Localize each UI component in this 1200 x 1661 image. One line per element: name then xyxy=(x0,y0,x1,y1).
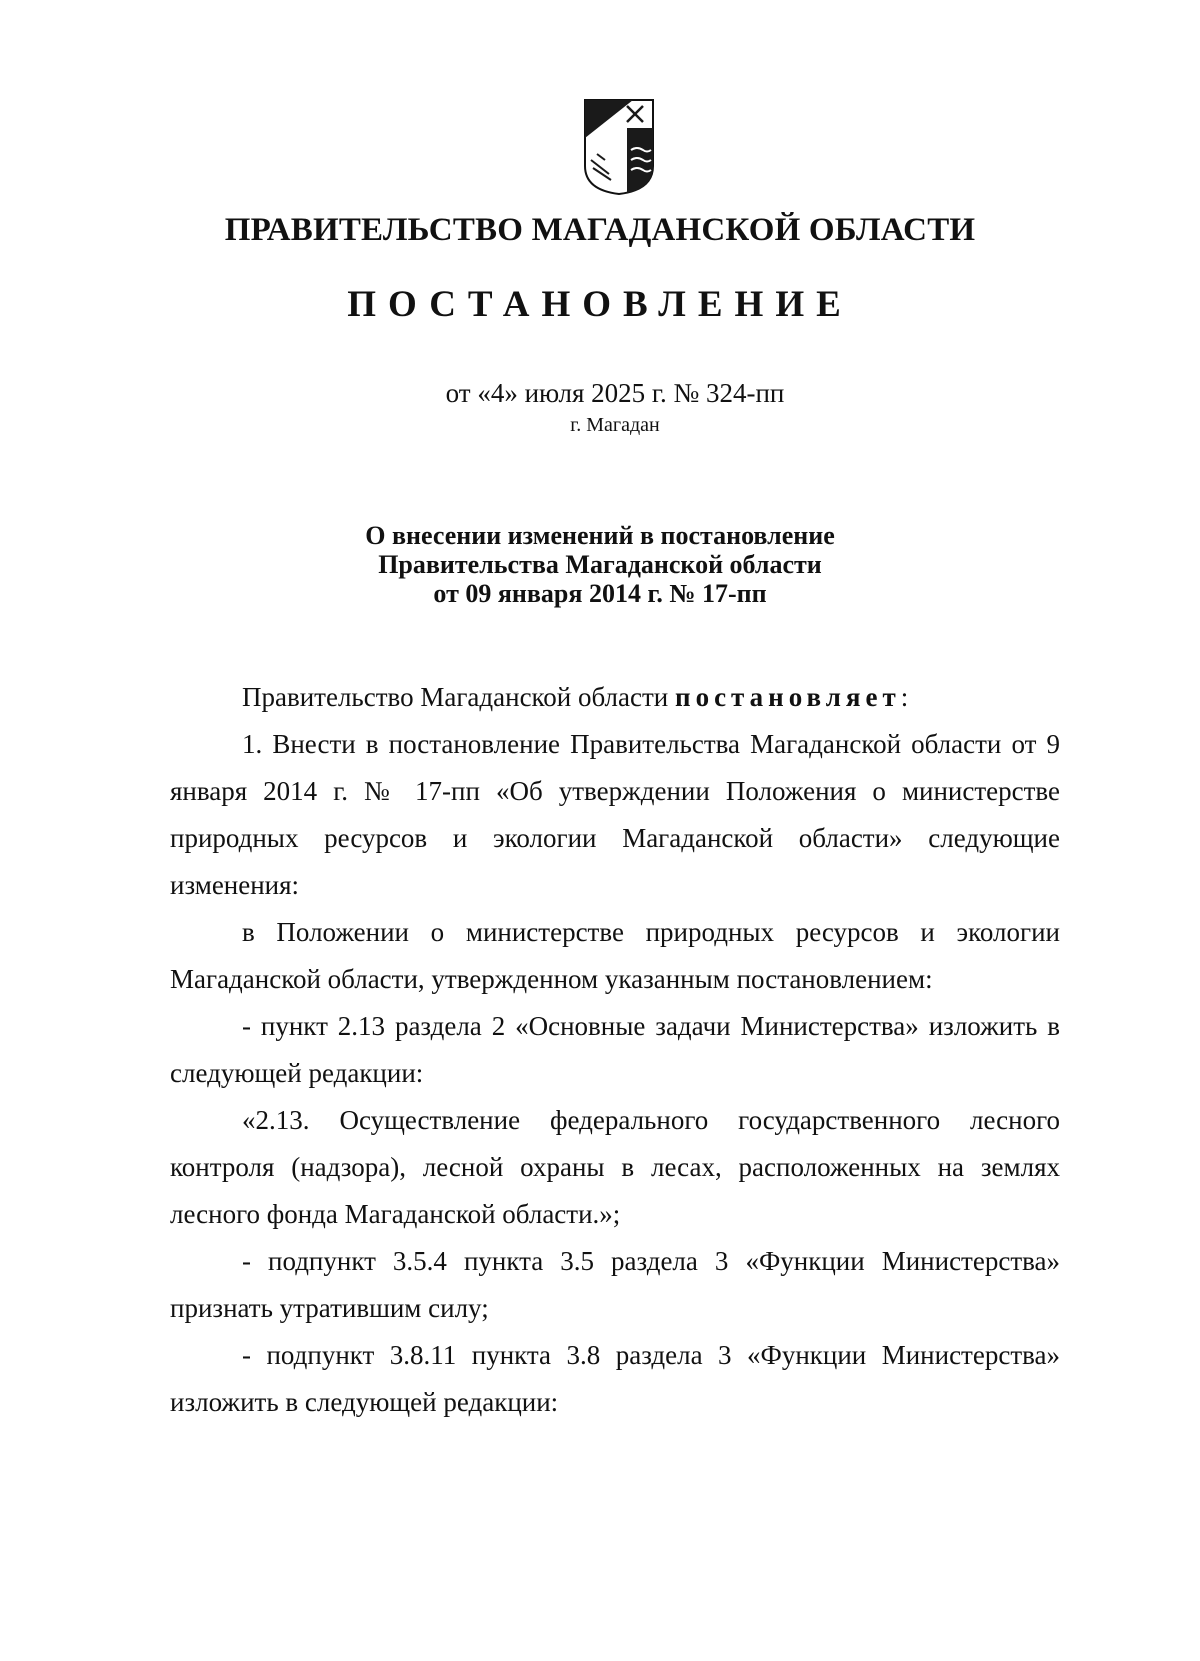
document-date-number: от «4» июля 2025 г. № 324-пп xyxy=(445,378,785,408)
subject-line-3: от 09 января 2014 г. № 17-пп xyxy=(433,579,767,608)
paragraph-quote-2-13: «2.13. Осуществление федерального государственного лесного контроля (надзора), лесной охраны в лесах, расположенных на землях лесного фонда Магаданской области.»; xyxy=(170,1105,1060,1229)
document-subject xyxy=(0,521,1200,608)
preamble-suffix: : xyxy=(900,682,909,712)
paragraph-item-1: 1. Внести в постановление Правительства Магаданской области от 9 января 2014 г. № 17-пп «Об утверждении Положения о министерстве природных ресурсов и экологии Магаданской области» следующие изменения: xyxy=(170,729,1060,900)
paragraph-subpoint-3-8-11: - подпункт 3.8.11 пункта 3.8 раздела 3 «Функции Министерства» изложить в следующей редакции: xyxy=(170,1340,1060,1417)
paragraph-regulation: в Положении о министерстве природных ресурсов и экологии Магаданской области, утвержденном указанным постановлением: xyxy=(170,917,1060,994)
subject-line-2: Правительства Магаданской области xyxy=(378,550,822,579)
subject-line-1: О внесении изменений в постановление xyxy=(365,521,835,550)
preamble-paragraph xyxy=(170,674,1060,721)
preamble-prefix: Правительство Магаданской области xyxy=(242,682,676,712)
document-type-heading: ПОСТАНОВЛЕНИЕ xyxy=(347,284,853,325)
paragraph-subpoint-3-5-4: - подпункт 3.5.4 пункта 3.5 раздела 3 «Функции Министерства» признать утратившим силу; xyxy=(170,1246,1060,1323)
resolves-keyword: постановляет xyxy=(675,682,901,712)
organization-title: ПРАВИТЕЛЬСТВО МАГАДАНСКОЙ ОБЛАСТИ xyxy=(224,212,976,248)
paragraph-point-2-13: - пункт 2.13 раздела 2 «Основные задачи Министерства» изложить в следующей редакции: xyxy=(170,1011,1060,1088)
coat-of-arms-icon xyxy=(583,98,655,196)
document-city: г. Магадан xyxy=(570,414,660,436)
document-body xyxy=(170,674,1060,1426)
